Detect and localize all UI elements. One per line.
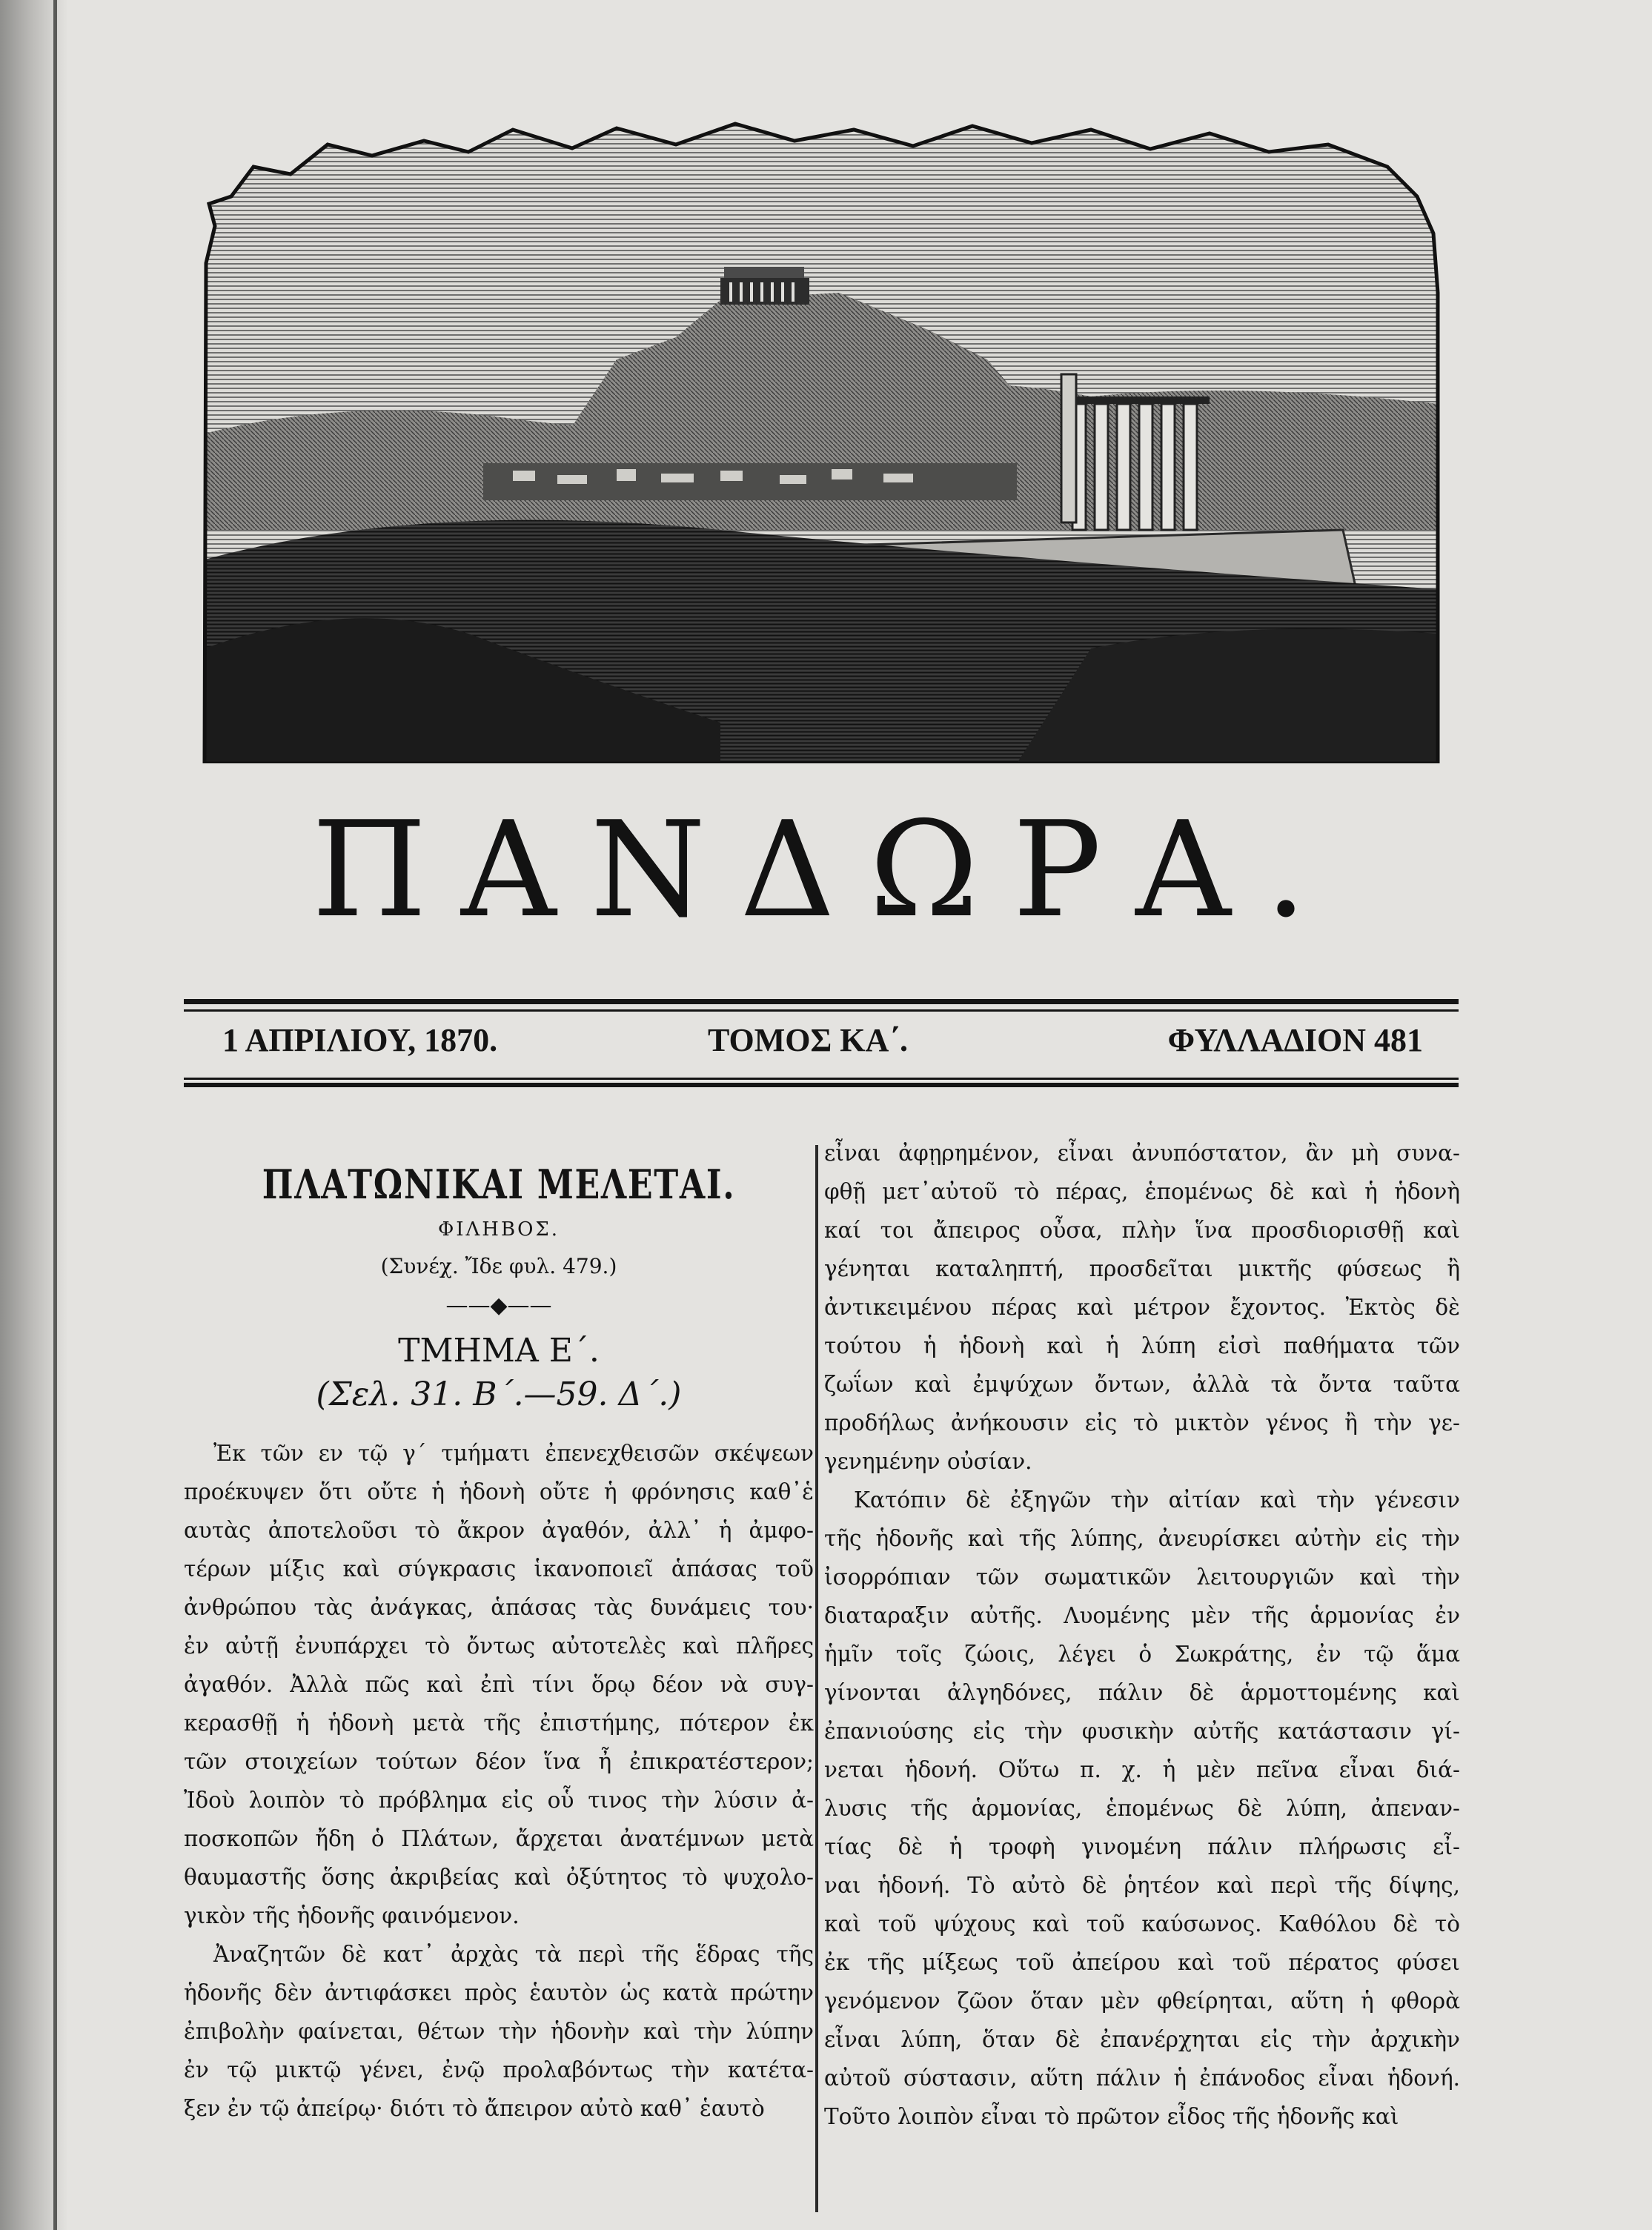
text-line: γικὸν τῆς ἡδονῆς φαινόμενον. [184,1903,520,1928]
text-line: ἀγαθόν. Ἀλλὰ πῶς καὶ ἐπὶ τίνι ὅρῳ δέον νὰ συγ- [184,1672,814,1697]
bottom-double-rule-thin [184,1078,1459,1080]
top-double-rule-thin [184,1009,1459,1012]
text-line: καὶ τοῦ ψύχους καὶ τοῦ καύσωνος. Καθόλου δὲ τὸ [824,1911,1460,1937]
text-line: ἰσορρόπιαν τῶν σωματικῶν λειτουργιῶν καὶ τὴν [824,1564,1460,1590]
page-edge-shadow [0,0,68,2230]
text-line: ἀνθρώπου τὰς ἀνάγκας, ἁπάσας τὰς δυνάμεις του· [184,1595,814,1620]
text-line: αὐτοῦ σύστασιν, αὕτη πάλιν ἡ ἐπάνοδος εἶναι ἡδονή. [824,2065,1460,2091]
left-column-body [184,1434,814,2128]
right-column-body [824,1134,1460,2136]
column-divider [815,1145,818,2212]
article-subtitle: ΦΙΛΗΒΟΣ. [437,1218,560,1241]
text-line: ποσκοπῶν ἤδη ὁ Πλάτων, ἄρχεται ἀνατέμνων μετὰ [184,1826,814,1851]
text-line: ζωΐων καὶ ἐμψύχων ὄντων, ἀλλὰ τὰ ὄντα ταῦτα [824,1372,1460,1397]
text-line: ἐπανιούσης εἰς τὴν φυσικὴν αὐτῆς κατάστασιν γί- [824,1719,1460,1744]
article-title: ΠΛΑΤΩΝΙΚΑΙ ΜΕΛΕΤΑΙ. [262,1161,736,1208]
text-line: γενημένην οὐσίαν. [824,1449,1032,1474]
text-line: Ἐκ τῶν εν τῷ γ΄ τμήματι ἐπενεχθεισῶν σκέψεων [213,1441,814,1466]
volume-number: ΤΟΜΟΣ ΚΑ΄. [708,1022,908,1058]
text-line: γίνονται ἀλγηδόνες, πάλιν δὲ ἁρμοττομένης καὶ [824,1680,1460,1705]
issue-number: ΦΥΛΛΑΔΙΟΝ 481 [1167,1022,1423,1058]
text-line: ἐν αὐτῇ ἐνυπάρχει τὸ ὄντως αὐτοτελὲς καὶ πλῆρες [184,1633,814,1659]
text-line: ναι ἡδονή. Τὸ αὐτὸ δὲ ῥητέον καὶ περὶ τῆς δίψης, [824,1873,1460,1898]
text-line: τέρων μίξις καὶ σύγκρασις ἱκανοποιεῖ ἁπάσας τοῦ [184,1556,814,1582]
right-column [824,1134,1460,2136]
text-line: διαταραξιν αὐτῆς. Λυομένης μὲν τῆς ἁρμονίας ἐν [824,1603,1460,1628]
text-line: ἐν τῷ μικτῷ γένει, ἐνῷ προλαβόντως τὴν κατέτα- [184,2057,814,2083]
ornament-divider: ——◆—— [445,1292,552,1318]
text-line: θαυμαστῆς ὅσης ἀκριβείας καὶ ὀξύτητος τὸ ψυχολο- [184,1865,814,1890]
text-line: εἶναι ἀφῃρημένον, εἶναι ἀνυπόστατον, ἂν μὴ συνα- [824,1141,1460,1166]
top-double-rule-thick [184,999,1459,1004]
text-line: λυσις τῆς ἁρμονίας, ἑπομένως δὲ λύπη, ἀπεναν- [824,1796,1460,1821]
text-line: Τοῦτο λοιπὸν εἶναι τὸ πρῶτον εἶδος τῆς ἡδονῆς καὶ [824,2104,1399,2129]
text-line: τίας δὲ ἡ τροφὴ γινομένη πάλιν πλήρωσις εἶ- [824,1834,1460,1859]
text-line: ἐκ τῆς μίξεως τοῦ ἀπείρου καὶ τοῦ πέρατος φύσει [824,1950,1460,1975]
acropolis-engraving [202,115,1441,763]
text-line: εἶναι λύπη, ὅταν δὲ ἐπανέρχηται εἰς τὴν ἀρχικὴν [824,2027,1460,2052]
text-line: ἡμῖν τοῖς ζώοις, λέγει ὁ Σωκράτης, ἐν τῷ ἅμα [824,1642,1460,1667]
text-line: προδήλως ἀνήκουσιν εἰς τὸ μικτὸν γένος ἢ τὴν γε- [824,1410,1460,1436]
text-line: γένηται καταληπτή, προσδεῖται μικτῆς φύσεως ἢ [824,1256,1460,1281]
text-line: γενόμενον ζῶον ὅταν μὲν φθείρηται, αὕτη ἡ φθορὰ [824,1988,1460,2014]
text-line: φθῇ μετ᾽αὐτοῦ τὸ πέρας, ἑπομένως δὲ καὶ ἡ ἡδονὴ [824,1179,1460,1204]
text-line: κερασθῇ ἡ ἡδονὴ μετὰ τῆς ἐπιστήμης, πότερον ἐκ [184,1710,814,1736]
text-line: τῆς ἡδονῆς καὶ τῆς λύπης, ἀνευρίσκει αὐτὴν εἰς τὴν [824,1526,1460,1551]
text-line: τῶν στοιχείων τούτων δέον ἵνα ἦ ἐπικρατέστερον; [184,1749,814,1774]
binding-edge [53,0,57,2230]
issue-date: 1 ΑΠΡΙΛΙΟΥ, 1870. [222,1022,498,1058]
text-line: νεται ἡδονή. Οὕτω π. χ. ἡ μὲν πεῖνα εἶναι διά- [824,1757,1460,1782]
text-line: Κατόπιν δὲ ἐξηγῶν τὴν αἰτίαν καὶ τὴν γένεσιν [854,1487,1460,1513]
dateline [222,1021,1423,1066]
text-line: ξεν ἐν τῷ ἀπείρῳ· διότι τὸ ἄπειρον αὐτὸ καθ᾽ ἑαυτὸ [184,2096,765,2121]
text-line: προέκυψεν ὅτι οὔτε ἡ ἡδονὴ οὔτε ἡ φρόνησις καθ᾽ἑ [184,1479,814,1504]
page-reference: (Σελ. 31. Β΄.—59. Δ΄.) [316,1376,682,1413]
continuation-note: (Συνέχ. Ἴδε φυλ. 479.) [380,1254,617,1278]
masthead-title: ΠΑΝΔΩΡΑ. [311,793,1341,946]
bottom-double-rule-thick [184,1083,1459,1087]
text-line: Ἰδοὺ λοιπὸν τὸ πρόβλημα εἰς οὗ τινος τὴν λύσιν ἀ- [184,1788,814,1813]
left-column [184,1134,814,2128]
text-line: τούτου ἡ ἡδονὴ καὶ ἡ λύπη εἰσὶ παθήματα τῶν [824,1333,1460,1358]
section-heading: ΤΜΗΜΑ Ε΄. [398,1332,600,1370]
text-line: ἡδονῆς δὲν ἀντιφάσκει πρὸς ἑαυτὸν ὡς κατὰ πρώτην [184,1980,814,2005]
text-line: ἐπιβολὴν φαίνεται, θέτων τὴν ἡδονὴν καὶ τὴν λύπην [184,2019,814,2044]
text-line: ἀντικειμένου πέρας καὶ μέτρον ἔχοντος. Ἐκτὸς δὲ [824,1295,1460,1320]
text-line: καί τοι ἄπειρος οὖσα, πλὴν ἵνα προσδιορισθῇ καὶ [824,1218,1460,1243]
text-line: Ἀναζητῶν δὲ κατ᾽ ἀρχὰς τὰ περὶ τῆς ἕδρας τῆς [213,1942,814,1967]
text-line: αυτὰς ἀποτελοῦσι τὸ ἄκρον ἀγαθόν, ἀλλ᾽ ἡ ἀμφο- [184,1518,814,1543]
